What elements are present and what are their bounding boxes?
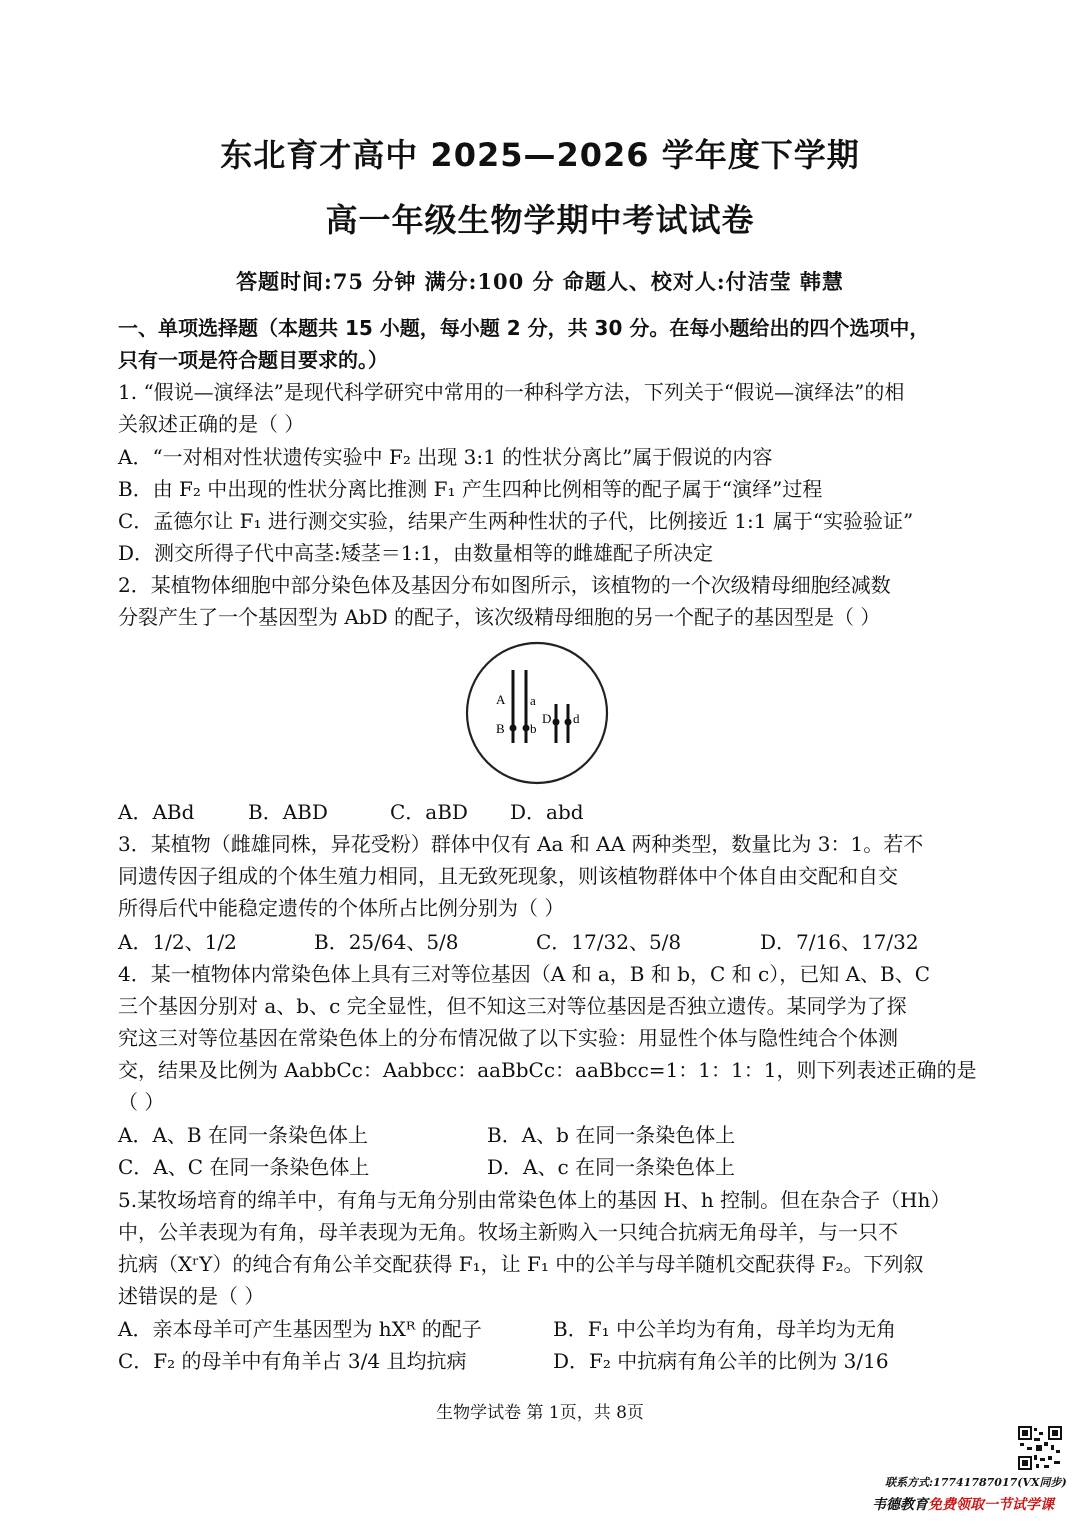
gene-label-d: d	[573, 711, 580, 726]
q3-option-c: C．17/32、5/8	[536, 930, 682, 954]
q5-option-a: A．亲本母羊可产生基因型为 hXᴿ 的配子	[118, 1317, 482, 1341]
q3-option-b: B．25/64、5/8	[314, 930, 459, 954]
centromere	[523, 725, 530, 732]
q5-option-d: D．F₂ 中抗病有角公羊的比例为 3/16	[553, 1349, 889, 1373]
q3-stem: 3．某植物（雌雄同株，异花受粉）群体中仅有 Aa 和 AA 两种类型，数量比为 3：1。若不	[118, 832, 924, 856]
q1-option-c: C．孟德尔让 F₁ 进行测交实验，结果产生两种性状的子代，比例接近 1:1 属于“实验验证”	[118, 509, 914, 533]
q5-stem: 5.某牧场培育的绵羊中，有角与无角分别由常染色体上的基因 H、h 控制。但在杂合子（Hh）	[118, 1188, 951, 1212]
contact-info: 联系方式:17741787017(VX同步)	[885, 1476, 1067, 1489]
gene-label-B: B	[496, 721, 505, 736]
centromere	[565, 719, 572, 726]
q3-stem-cont2: 所得后代中能稳定遗传的个体所占比例分别为（ ）	[118, 896, 565, 920]
q1-option-d: D．测交所得子代中高茎:矮茎＝1:1，由数量相等的雌雄配子所决定	[118, 541, 713, 565]
qr-code-icon	[1018, 1426, 1062, 1470]
q1-option-b: B．由 F₂ 中出现的性状分离比推测 F₁ 产生四种比例相等的配子属于“演绎”过程	[118, 477, 823, 501]
q4-stem-cont3: 交，结果及比例为 AabbCc：Aabbcc：aaBbCc：aaBbcc=1：1：1：1，则下列表述正确的是	[118, 1058, 977, 1082]
cell-membrane	[467, 643, 607, 783]
exam-subtitle: 高一年级生物学期中考试试卷	[325, 201, 755, 239]
q5-stem-cont: 中，公羊表现为有角，母羊表现为无角。牧场主新购入一只纯合抗病无角母羊，与一只不	[118, 1220, 898, 1244]
q2-option-b: B．ABD	[248, 800, 328, 824]
q1-stem: 1. “假说—演绎法”是现代科学研究中常用的一种科学方法，下列关于“假说—演绎法”的相	[118, 380, 905, 404]
q4-stem-cont4: （ ）	[118, 1090, 165, 1114]
q4-stem-cont2: 究这三对等位基因在常染色体上的分布情况做了以下实验：用显性个体与隐性纯合个体测	[118, 1026, 898, 1050]
q2-stem-cont: 分裂产生了一个基因型为 AbD 的配子，该次级精母细胞的另一个配子的基因型是（ ）	[118, 605, 881, 629]
q1-stem-cont: 关叙述正确的是（ ）	[118, 412, 305, 436]
q2-option-a: A．ABd	[118, 800, 195, 824]
q2-option-d: D．abd	[510, 800, 584, 824]
q4-option-b: B．A、b 在同一条染色体上	[487, 1123, 736, 1147]
cell-chromosome-diagram	[462, 638, 612, 788]
q4-stem-cont: 三个基因分别对 a、b、c 完全显性，但不知这三对等位基因是否独立遗传。某同学为了探	[118, 994, 907, 1018]
q3-option-a: A．1/2、1/2	[118, 930, 237, 954]
gene-label-a: a	[530, 693, 536, 708]
q3-option-d: D．7/16、17/32	[760, 930, 919, 954]
q2-option-c: C．aBD	[390, 800, 468, 824]
q4-option-c: C．A、C 在同一条染色体上	[118, 1155, 370, 1179]
q5-option-c: C．F₂ 的母羊中有角羊占 3/4 且均抗病	[118, 1349, 467, 1373]
q3-stem-cont: 同遗传因子组成的个体生殖力相同，且无致死现象，则该植物群体中个体自由交配和自交	[118, 864, 898, 888]
gene-label-b: b	[530, 721, 537, 736]
promo-banner	[872, 1494, 1054, 1514]
q4-stem: 4．某一植物体内常染色体上具有三对等位基因（A 和 a，B 和 b，C 和 c），已知 A、B、C	[118, 962, 931, 986]
q2-stem: 2．某植物体细胞中部分染色体及基因分布如图所示，该植物的一个次级精母细胞经减数	[118, 573, 891, 597]
q4-option-d: D．A、c 在同一条染色体上	[487, 1155, 736, 1179]
q5-stem-cont2: 抗病（XʳY）的纯合有角公羊交配获得 F₁，让 F₁ 中的公羊与母羊随机交配获得 F₂。下列叙	[118, 1252, 924, 1276]
brand-name: 韦德教育	[872, 1497, 928, 1513]
q4-option-a: A．A、B 在同一条染色体上	[118, 1123, 368, 1147]
promo-text: 免费领取一节试学课	[928, 1497, 1054, 1513]
q1-option-a: A．“一对相对性状遗传实验中 F₂ 出现 3:1 的性状分离比”属于假说的内容	[118, 445, 773, 469]
q5-option-b: B．F₁ 中公羊均为有角，母羊均为无角	[553, 1317, 896, 1341]
section-heading: 一、单项选择题（本题共 15 小题，每小题 2 分，共 30 分。在每小题给出的四个选项中，	[118, 316, 930, 340]
gene-label-D: D	[542, 711, 552, 726]
q5-stem-cont3: 述错误的是（ ）	[118, 1284, 265, 1308]
section-heading-cont: 只有一项是符合题目要求的。）	[118, 348, 388, 372]
exam-title: 东北育才高中 2025—2026 学年度下学期	[220, 136, 860, 174]
centromere	[553, 719, 560, 726]
centromere	[510, 725, 517, 732]
page-footer: 生物学试卷 第 1页，共 8页	[436, 1403, 644, 1423]
exam-info: 答题时间:75 分钟 满分:100 分 命题人、校对人:付洁莹 韩慧	[236, 269, 844, 294]
gene-label-A: A	[496, 692, 506, 707]
